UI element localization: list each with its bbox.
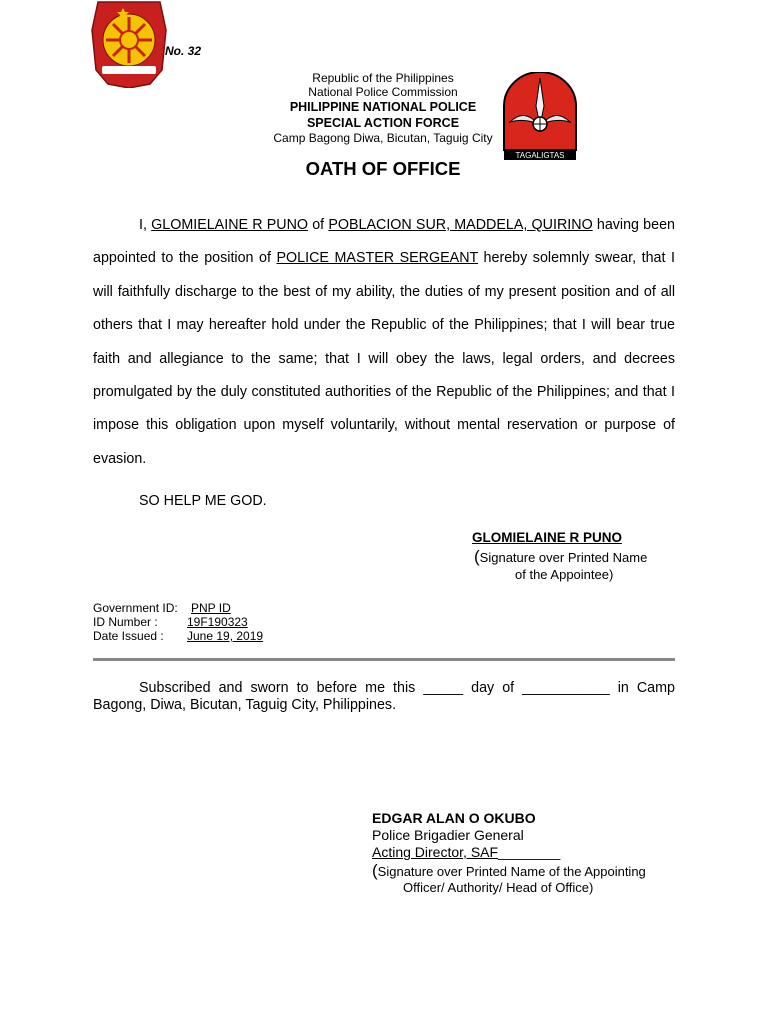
id-number-label: ID Number :	[93, 615, 158, 629]
oath-paragraph	[93, 209, 675, 476]
officer-title-text: Acting Director, SAF	[372, 844, 499, 860]
pnp-seal-logo	[90, 0, 168, 88]
header-address: Camp Bagong Diwa, Bicutan, Taguig City	[273, 131, 493, 145]
appointee-printed-name: GLOMIELAINE R PUNO	[472, 530, 623, 545]
so-help-me-god: SO HELP ME GOD.	[139, 493, 267, 509]
officer-name: EDGAR ALAN O OKUBO	[372, 810, 536, 826]
header-saf: SPECIAL ACTION FORCE	[306, 116, 460, 130]
form-number: No. 32	[165, 44, 202, 58]
officer-title	[372, 844, 560, 860]
horizontal-rule	[93, 658, 675, 661]
oath-text: hereby solemnly swear, that I will faithfully discharge to the best of my ability, the duties of my present position and of all others that I may hereafter hold under the Republic of the Philippines; that I will bear true faith and allegiance to the same; that I will obey the laws, legal orders, and decrees promulgated by the duly constituted authorities of the Republic of the Philippines; and that I impose this obligation upon myself voluntarily, without mental reservation or purpose of evasion.	[93, 250, 675, 467]
paren: (	[372, 861, 378, 880]
caption-text: Signature over Printed Name	[479, 550, 648, 565]
gov-id-label: Government ID:	[93, 601, 178, 615]
saf-logo	[502, 72, 578, 160]
appointee-name-field: GLOMIELAINE R PUNO	[151, 217, 309, 233]
date-issued-label: Date Issued :	[93, 629, 164, 643]
header-block	[250, 71, 516, 145]
subscribed-paragraph: Subscribed and sworn to before me this _____ day of ___________ in Camp Bagong, Diwa, Bicutan, Taguig City, Philippines.	[93, 680, 675, 713]
id-number-value: 19F190323	[187, 615, 248, 629]
officer-caption-1	[372, 861, 646, 881]
oath-text: having been appointed to the position of	[93, 217, 675, 267]
paren: (	[474, 547, 480, 566]
header-pnp: PHILIPPINE NATIONAL POLICE	[289, 100, 477, 114]
officer-rank: Police Brigadier General	[372, 827, 524, 843]
date-issued-value: June 19, 2019	[187, 629, 264, 643]
gov-id-value: PNP ID	[191, 601, 231, 615]
address-field: POBLACION SUR, MADDELA, QUIRINO	[328, 217, 593, 233]
header-napolcom: National Police Commission	[308, 85, 458, 99]
header-republic: Republic of the Philippines	[312, 71, 454, 85]
appointee-caption-2: of the Appointee)	[515, 567, 614, 582]
officer-title-blank: ________	[498, 844, 561, 860]
position-field: POLICE MASTER SERGEANT	[276, 250, 479, 267]
oath-text: of	[308, 217, 329, 233]
caption-text: Signature over Printed Name of the Appointing	[377, 864, 646, 879]
document-title: OATH OF OFFICE	[305, 158, 461, 179]
oath-text: I,	[139, 217, 152, 233]
officer-caption-2: Officer/ Authority/ Head of Office)	[403, 880, 594, 895]
saf-logo-text: TAGALIGTAS	[515, 151, 565, 160]
appointee-caption-1	[474, 547, 647, 567]
